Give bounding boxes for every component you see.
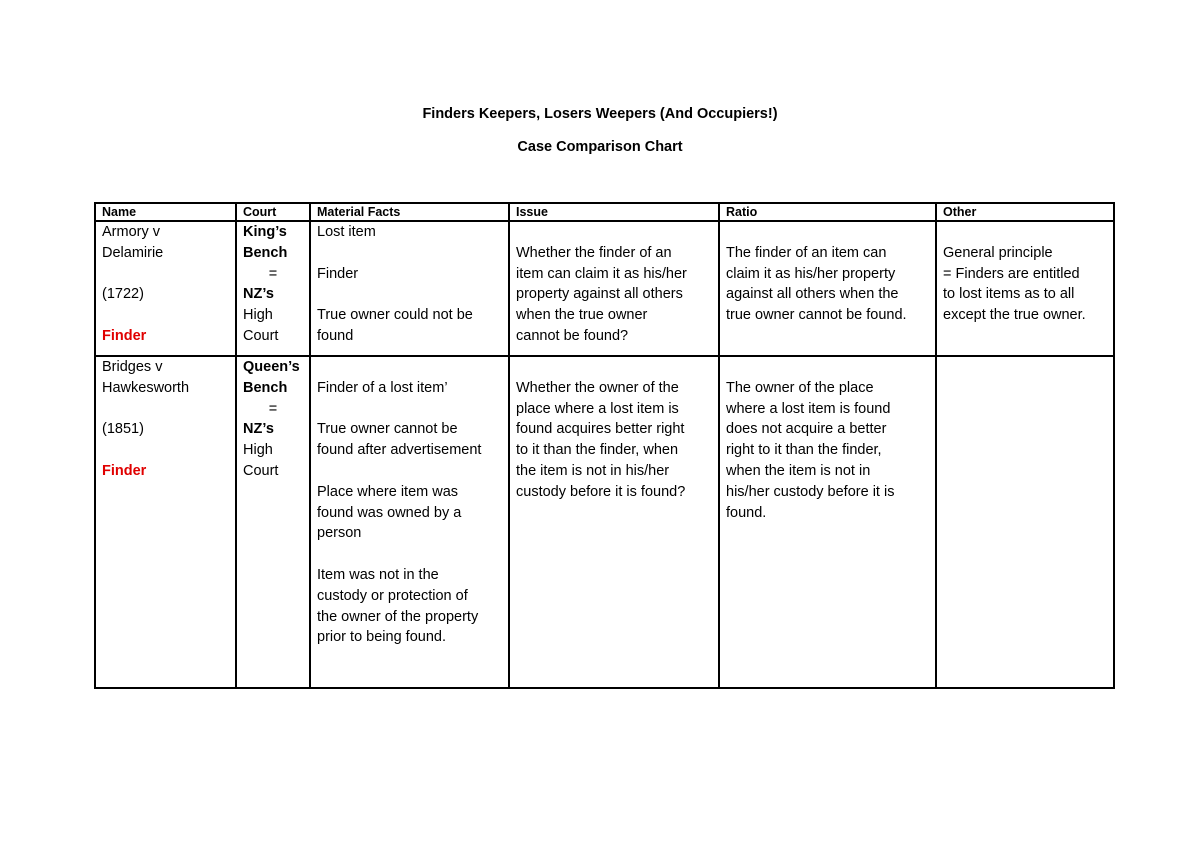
header-row [95,203,1114,221]
header-issue: Issue [509,203,719,221]
court-line: Court [243,462,279,479]
header-material-facts: Material Facts [310,203,509,221]
case-name-cell [95,221,236,356]
court-line: King’s [243,224,287,240]
court-line: Bench [243,244,288,261]
case-tag: Finder [102,462,147,479]
fact-line: found was owned by a [317,504,462,521]
table-row [95,356,1114,688]
fact-line: True owner could not be [317,307,473,324]
issue-line: Whether the finder of an [516,244,672,261]
court-line: = [268,265,278,282]
issue-line: Whether the owner of the [516,379,679,396]
other-line: except the true owner. [943,307,1086,324]
case-name-cell [95,356,236,688]
header-court: Court [236,203,310,221]
ratio-line: his/her custody before it is [726,483,895,500]
other-line: to lost items as to all [943,286,1075,303]
fact-line: person [317,525,362,542]
issue-line: found acquires better right [516,421,685,438]
issue-line: place where a lost item is [516,400,679,417]
court-cell [236,221,310,356]
case-name-line: Bridges v [102,359,163,375]
court-line: = [268,400,278,417]
other-line: General principle [943,244,1053,261]
ratio-line: The owner of the place [726,379,874,396]
case-name-line: Delamirie [102,244,164,261]
fact-line: True owner cannot be [317,421,458,438]
court-line: NZ’s [243,286,274,303]
fact-line: custody or protection of [317,587,468,604]
document-title: Finders Keepers, Losers Weepers (And Occupiers!) [422,106,778,122]
material-facts-cell [310,221,509,356]
fact-line: Item was not in the [317,566,439,583]
fact-line: Lost item [317,224,376,240]
case-tag: Finder [102,327,147,344]
header-name: Name [95,203,236,221]
fact-line: the owner of the property [317,608,479,625]
ratio-line: right to it than the finder, [726,442,882,459]
issue-line: item can claim it as his/her [516,265,687,282]
issue-line: to it than the finder, when [516,442,679,459]
issue-line: property against all others [516,286,683,303]
ratio-line: when the item is not in [726,462,871,479]
court-line: Court [243,327,279,344]
court-line: Bench [243,379,288,396]
court-line: High [243,442,273,459]
issue-line: when the true owner [516,307,648,324]
other-cell [936,221,1114,356]
ratio-cell [719,221,936,356]
case-name-line: Armory v [102,224,160,240]
document-subtitle: Case Comparison Chart [517,139,683,155]
fact-line: Finder [317,265,359,282]
court-cell [236,356,310,688]
fact-line: Finder of a lost item’ [317,379,448,396]
issue-line: custody before it is found? [516,483,686,500]
court-line: NZ’s [243,421,274,438]
issue-cell [509,221,719,356]
issue-line: cannot be found? [516,327,629,344]
header-ratio: Ratio [719,203,936,221]
ratio-line: claim it as his/her property [726,265,896,282]
issue-line: the item is not in his/her [516,462,670,479]
table-row [95,221,1114,356]
ratio-cell [719,356,936,688]
issue-cell [509,356,719,688]
other-cell [936,356,1114,688]
case-comparison-table [94,202,1115,689]
ratio-line: The finder of an item can [726,244,887,261]
ratio-line: true owner cannot be found. [726,307,907,324]
fact-line: found after advertisement [317,442,482,459]
ratio-line: against all others when the [726,286,899,303]
court-line: Queen’s [243,359,300,375]
ratio-line: does not acquire a better [726,421,887,438]
other-line: = Finders are entitled [943,265,1080,282]
fact-line: prior to being found. [317,629,446,646]
case-name-line: Hawkesworth [102,379,190,396]
header-other: Other [936,203,1114,221]
fact-line: found [317,327,354,344]
case-year: (1851) [102,421,144,438]
ratio-line: where a lost item is found [726,400,891,417]
court-line: High [243,307,273,324]
material-facts-cell [310,356,509,688]
case-year: (1722) [102,286,144,303]
ratio-line: found. [726,504,767,521]
fact-line: Place where item was [317,483,459,500]
